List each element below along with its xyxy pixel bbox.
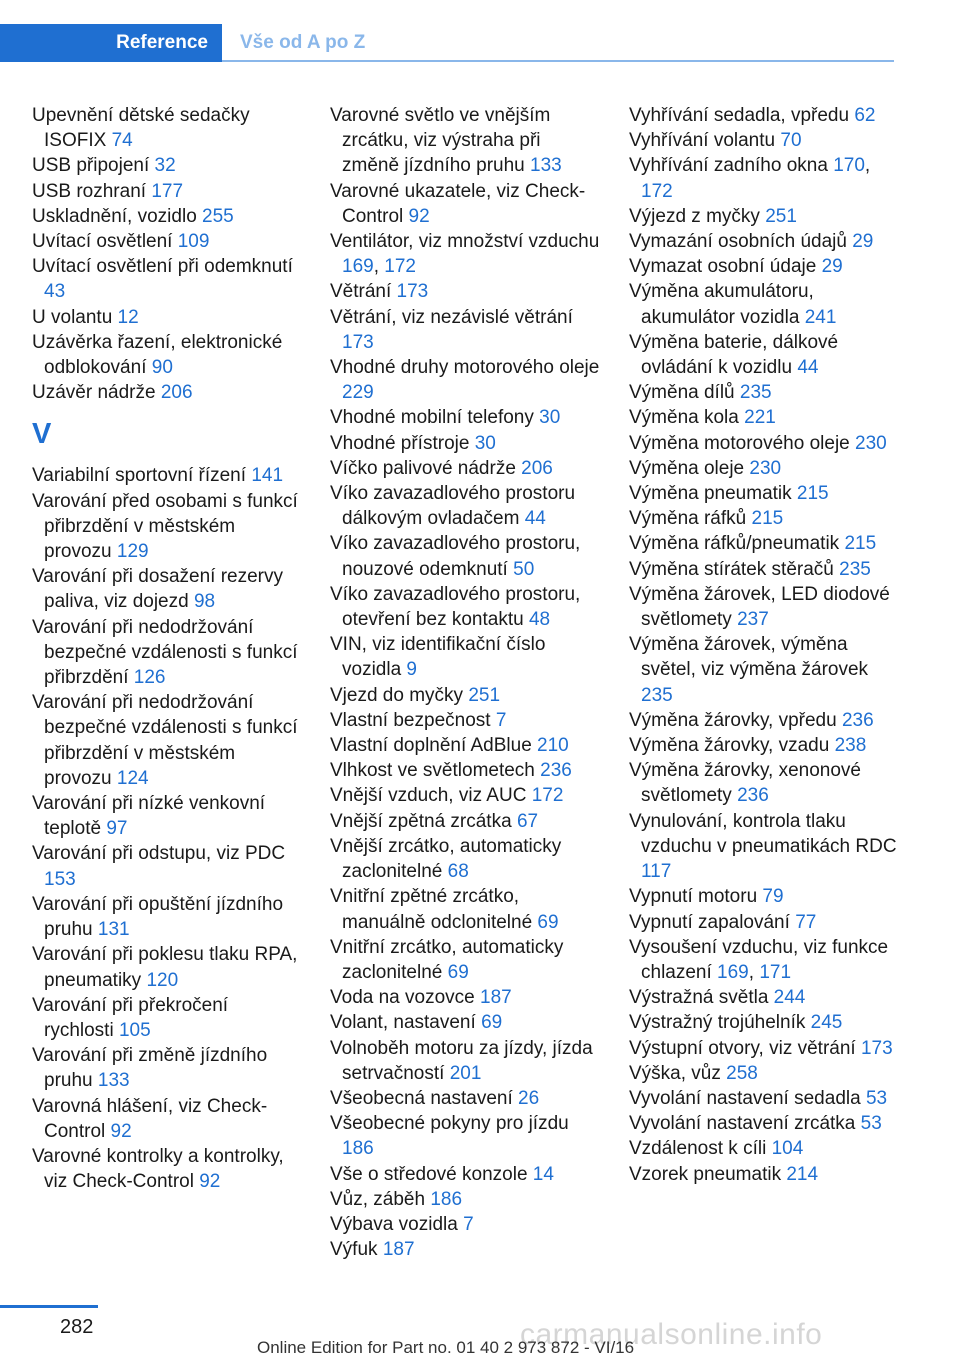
page-reference-link[interactable]: 230	[749, 457, 782, 479]
page-number: 282	[60, 1316, 94, 1338]
index-term: Vyvolání nastavení zrcátka	[629, 1113, 861, 1135]
page-reference-link[interactable]: 97	[106, 818, 128, 840]
index-entry	[629, 733, 899, 758]
page-reference-link[interactable]: 251	[765, 205, 797, 227]
page-reference-link[interactable]: 68	[447, 861, 469, 883]
index-entry	[629, 1061, 899, 1086]
index-entry	[330, 1010, 600, 1035]
index-term: Varování při změně jízdního pruhu	[32, 1045, 268, 1092]
page-reference-link[interactable]: 245	[810, 1012, 843, 1034]
page-reference-link[interactable]: 44	[524, 508, 546, 530]
index-term: Vnější vzduch, viz AUC	[330, 785, 532, 807]
page-reference-link[interactable]: 69	[447, 961, 469, 983]
index-term: Výfuk	[330, 1239, 383, 1261]
index-term: Volant, nastavení	[330, 1012, 482, 1034]
index-term: Vnější zrcátko, automaticky zaclonitelné	[330, 835, 562, 883]
page-reference-link[interactable]: 235	[739, 382, 772, 404]
page-reference-link[interactable]: 141	[251, 465, 284, 487]
page-reference-link[interactable]: 92	[199, 1171, 221, 1193]
page-reference-link[interactable]: 44	[797, 357, 819, 379]
page-reference-link[interactable]: 109	[177, 231, 210, 253]
page-reference-link[interactable]: 172	[384, 256, 416, 278]
page-reference-link[interactable]: 53	[860, 1113, 882, 1135]
index-entry	[629, 405, 899, 430]
index-term: Varování při nedodržování bezpečné vzdálenosti s funkcí přibrzdění v městském provozu	[32, 692, 298, 789]
page-reference-link[interactable]: 29	[852, 231, 874, 253]
page-reference-link[interactable]: 98	[193, 591, 216, 613]
index-term: Výměna akumulátoru, akumulátor vozidla	[629, 281, 814, 328]
index-term: Výměna oleje	[629, 457, 750, 479]
index-term: Výstražná světla	[629, 987, 774, 1009]
index-entry	[330, 758, 600, 783]
index-term: Výjezd z myčky	[629, 205, 766, 227]
index-entry	[330, 632, 600, 682]
index-entry	[629, 557, 899, 582]
index-column-1	[32, 103, 302, 1194]
index-entry	[330, 834, 600, 884]
index-term: Vyvolání nastavení sedadla	[629, 1087, 866, 1109]
page-reference-link[interactable]: 92	[408, 205, 430, 227]
index-entry	[32, 153, 302, 178]
index-term: Vypnutí zapalování	[629, 911, 796, 933]
index-entry	[629, 128, 899, 153]
page-reference-link[interactable]: 105	[118, 1019, 151, 1041]
index-term: Varovné kontrolky a kontrolky, viz Check-Control	[32, 1145, 284, 1193]
page-reference-link[interactable]: 172	[641, 180, 673, 202]
index-entry	[629, 985, 899, 1010]
index-entry	[330, 935, 600, 985]
page-reference-link[interactable]: 230	[855, 432, 887, 454]
index-term: Vymazání osobních údajů	[629, 231, 853, 253]
index-entry	[629, 380, 899, 405]
index-term: USB připojení	[32, 155, 155, 177]
page-reference-link[interactable]: 126	[133, 667, 166, 689]
index-term: Uzávěrka řazení, elektronické odblokování	[32, 331, 283, 379]
index-term: Výměna žárovky, vpředu	[629, 709, 842, 731]
index-term: Vnější zpětná zrcátka	[330, 810, 517, 832]
index-entry	[629, 884, 899, 909]
page-reference-link[interactable]: 215	[796, 483, 829, 505]
index-entry	[629, 431, 899, 456]
index-entry	[330, 229, 600, 279]
tab-reference[interactable]	[0, 24, 222, 62]
index-term: Vlhkost ve světlometech	[330, 760, 541, 782]
page-reference-link[interactable]: 77	[795, 911, 817, 933]
page-reference-link[interactable]: 129	[116, 541, 149, 563]
index-term: Víko zavazadlového prostoru dálkovým ovladačem	[330, 483, 576, 530]
index-term: Uzávěr nádrže	[32, 382, 161, 404]
section-letter: V	[32, 418, 52, 451]
page-reference-link[interactable]: 235	[641, 684, 673, 706]
index-term: Vše o středové konzole	[330, 1163, 533, 1185]
index-entry	[629, 708, 899, 733]
page-reference-link[interactable]: 67	[516, 810, 539, 832]
index-entry	[32, 463, 302, 488]
index-term: Vzorek pneumatik	[629, 1163, 787, 1185]
page-reference-link[interactable]: 258	[726, 1062, 758, 1084]
page-reference-link[interactable]: 92	[110, 1120, 132, 1142]
index-term: Vynulování, kontrola tlaku vzduchu v pneumatikách RDC	[629, 810, 897, 857]
page-reference-link[interactable]: 124	[116, 767, 149, 789]
index-term: Víčko palivové nádrže	[330, 457, 522, 479]
page-reference-link[interactable]: 215	[844, 533, 877, 555]
index-column-3	[629, 103, 899, 1187]
index-entry	[330, 809, 600, 834]
tab-a-to-z[interactable]	[222, 24, 365, 62]
page-reference-link[interactable]: 172	[531, 785, 564, 807]
index-term: Vyhřívání zadního okna	[629, 155, 834, 177]
index-entry	[32, 841, 302, 891]
index-term: Varovné světlo ve vnějším zrcátku, viz výstraha při změně jízdního pruhu	[330, 105, 551, 177]
index-entry	[330, 456, 600, 481]
index-term: Výměna žárovek, LED diodové světlomety	[629, 583, 890, 631]
index-term: Výbava vozidla	[330, 1213, 464, 1235]
page-reference-link[interactable]: 173	[342, 331, 374, 353]
index-entry	[330, 1212, 600, 1237]
index-term: Uskladnění, vozidlo	[32, 205, 203, 227]
index-term: Variabilní sportovní řízení	[32, 465, 252, 487]
index-term: Vhodné přístroje	[330, 432, 475, 454]
page-reference-link[interactable]: 221	[744, 407, 776, 429]
index-term: Varování při překročení rychlosti	[32, 994, 229, 1041]
index-term: Větrání, viz nezávislé větrání	[330, 306, 573, 328]
index-entry	[32, 615, 302, 691]
page-reference-link[interactable]: 7	[495, 709, 507, 731]
page-reference-link[interactable]: 236	[841, 709, 874, 731]
page-reference-link[interactable]: 235	[839, 558, 871, 580]
index-term: Varovná hlášení, viz Check-Control	[32, 1095, 268, 1142]
page-reference-link[interactable]: 255	[202, 205, 234, 227]
index-term: Varování při poklesu tlaku RPA, pneumatiky	[32, 944, 298, 991]
index-entry	[330, 279, 600, 304]
index-entry	[629, 1111, 899, 1136]
index-entry	[32, 179, 302, 204]
page-reference-link[interactable]: 169	[342, 256, 374, 278]
index-entry	[330, 1237, 600, 1262]
index-entry	[629, 456, 899, 481]
index-entry	[330, 683, 600, 708]
index-term: Vjezd do myčky	[330, 684, 469, 706]
index-entry	[330, 481, 600, 531]
page-reference-link[interactable]: 173	[860, 1037, 893, 1059]
index-entry	[629, 935, 899, 985]
index-term: Výměna žárovek, výměna světel, viz výměna žárovek	[629, 634, 869, 681]
index-term: Víko zavazadlového prostoru, otevření bez kontaktu	[330, 583, 581, 631]
page-reference-link[interactable]: 186	[342, 1138, 374, 1160]
index-entry	[330, 103, 600, 179]
page-reference-link[interactable]: 69	[537, 911, 559, 933]
index-term: Výměna pneumatik	[629, 483, 797, 505]
page-reference-link[interactable]: 201	[449, 1062, 482, 1084]
index-term: Výška, vůz	[629, 1062, 727, 1084]
index-term: Všeobecné pokyny pro jízdu	[330, 1113, 569, 1135]
index-entry	[629, 1136, 899, 1161]
page-reference-link[interactable]: 133	[530, 155, 562, 177]
page-reference-link[interactable]: 29	[821, 256, 843, 278]
page-reference-link[interactable]: 12	[117, 306, 139, 328]
index-term: Vnitřní zrcátko, automaticky zaclonitelné	[330, 936, 564, 983]
index-entry	[330, 985, 600, 1010]
footer-rule	[0, 1305, 98, 1308]
page-reference-link[interactable]: 74	[111, 130, 133, 152]
index-entry	[629, 103, 899, 128]
index-term: VIN, viz identifikační číslo vozidla	[330, 634, 546, 681]
page-reference-link[interactable]: 171	[759, 961, 792, 983]
page-reference-link[interactable]: 117	[641, 861, 672, 883]
index-entry	[629, 1162, 899, 1187]
index-column-2	[330, 103, 600, 1262]
page-reference-link[interactable]: 53	[865, 1087, 888, 1109]
index-term: Varování při nízké venkovní teplotě	[32, 793, 266, 840]
index-entry	[32, 942, 302, 992]
page-reference-link[interactable]: 173	[396, 281, 429, 303]
page-reference-link[interactable]: 214	[786, 1163, 819, 1185]
index-entry	[330, 708, 600, 733]
index-entry	[32, 993, 302, 1043]
index-entry	[629, 330, 899, 380]
page-reference-link[interactable]: 133	[97, 1070, 130, 1092]
index-entry	[330, 1036, 600, 1086]
index-term: Varování při nedodržování bezpečné vzdálenosti s funkcí přibrzdění	[32, 616, 298, 689]
edition-note: Online Edition for Part no. 01 40 2 973 872 - VI/16	[257, 1338, 635, 1357]
index-term: Všeobecná nastavení	[330, 1087, 519, 1109]
index-entry	[629, 1036, 899, 1061]
page-reference-link[interactable]: 244	[773, 987, 806, 1009]
page-reference-link[interactable]: 187	[382, 1239, 415, 1261]
ref-separator: ,	[864, 155, 871, 177]
page-reference-link[interactable]: 210	[537, 735, 569, 757]
page-reference-link[interactable]: 14	[532, 1163, 554, 1185]
page-reference-link[interactable]: 236	[737, 785, 769, 807]
index-entry	[629, 153, 899, 203]
index-term: Varovné ukazatele, viz Check-Control	[330, 180, 586, 227]
page-reference-link[interactable]: 30	[474, 432, 496, 454]
index-entry	[32, 254, 302, 304]
page-reference-link[interactable]: 62	[854, 105, 876, 126]
page-reference-link[interactable]: 104	[771, 1138, 804, 1160]
index-entry	[330, 531, 600, 581]
page-reference-link[interactable]: 206	[521, 457, 553, 479]
index-entry	[330, 405, 600, 430]
index-entry	[32, 204, 302, 229]
page-reference-link[interactable]: 26	[518, 1087, 540, 1109]
index-term: Vzdálenost k cíli	[629, 1138, 772, 1160]
index-entry	[629, 229, 899, 254]
page-reference-link[interactable]: 169	[717, 961, 749, 983]
section-tabs	[0, 24, 365, 62]
index-term: Varování při odstupu, viz PDC	[32, 843, 286, 865]
index-entry	[32, 229, 302, 254]
index-term: Vlastní doplnění AdBlue	[330, 735, 538, 757]
index-entry	[330, 305, 600, 355]
index-entry	[629, 582, 899, 632]
index-entry	[32, 380, 302, 405]
page-reference-link[interactable]: 48	[528, 609, 551, 631]
index-entry	[32, 489, 302, 565]
watermark: carmanualsonline.info	[520, 1318, 823, 1351]
ref-separator: ,	[748, 961, 760, 983]
index-entry	[629, 254, 899, 279]
page-reference-link[interactable]: 251	[468, 684, 501, 706]
index-term: Ventilátor, viz množství vzduchu	[330, 231, 600, 253]
page-reference-link[interactable]: 170	[833, 155, 865, 177]
index-term: Uvítací osvětlení	[32, 231, 178, 253]
index-term: Vyhřívání sedadla, vpředu	[629, 105, 855, 126]
index-entry	[629, 481, 899, 506]
index-term: Víko zavazadlového prostoru, nouzové odemknutí	[330, 533, 581, 580]
index-entry	[330, 355, 600, 405]
index-entry	[629, 758, 899, 808]
index-entry	[32, 1094, 302, 1144]
index-entry	[330, 1187, 600, 1212]
index-term: Vnitřní zpětné zrcátko, manuálně odclonitelné	[330, 886, 538, 933]
page-reference-link[interactable]: 206	[160, 382, 193, 404]
index-term: Vhodné mobilní telefony	[330, 407, 540, 429]
index-entry	[32, 690, 302, 791]
index-term: Výměna stírátek stěračů	[629, 558, 840, 580]
index-entry	[330, 783, 600, 808]
index-term: Vlastní bezpečnost	[330, 709, 496, 731]
index-entry	[32, 103, 302, 153]
ref-separator: ,	[373, 256, 385, 278]
index-term: Výměna žárovky, xenonové světlomety	[629, 760, 861, 807]
page-reference-link[interactable]: 238	[834, 735, 867, 757]
page-reference-link[interactable]: 241	[804, 306, 837, 328]
index-term: Vůz, záběh	[330, 1188, 431, 1210]
index-entry	[629, 531, 899, 556]
index-entry	[330, 1162, 600, 1187]
index-entry	[32, 564, 302, 614]
index-term: Vymazat osobní údaje	[629, 256, 822, 278]
index-term: Výstražný trojúhelník	[629, 1012, 811, 1034]
page-reference-link[interactable]: 7	[463, 1213, 474, 1235]
page-reference-link[interactable]: 229	[342, 382, 374, 404]
page-reference-link[interactable]: 32	[154, 155, 176, 177]
page-reference-link[interactable]: 237	[737, 609, 769, 631]
index-entry	[629, 809, 899, 885]
index-entry	[629, 1086, 899, 1111]
index-entry	[32, 330, 302, 380]
page-reference-link[interactable]: 30	[539, 407, 561, 429]
page-reference-link[interactable]: 69	[481, 1012, 503, 1034]
index-entry	[629, 1010, 899, 1035]
tab-reference-label: Reference	[116, 32, 208, 53]
index-term: Vypnutí motoru	[629, 886, 763, 908]
index-term: Varování před osobami s funkcí přibrzdění v městském provozu	[32, 490, 298, 563]
index-entry	[629, 632, 899, 708]
index-term: Vysoušení vzduchu, viz funkce chlazení	[629, 936, 889, 983]
page-reference-link[interactable]: 236	[540, 760, 572, 782]
index-term: Výměna ráfků	[629, 508, 752, 530]
header-rule	[222, 60, 894, 62]
index-entry	[330, 733, 600, 758]
page-reference-link[interactable]: 187	[480, 987, 512, 1009]
index-entry	[32, 892, 302, 942]
index-entry	[330, 582, 600, 632]
index-term: USB rozhraní	[32, 180, 152, 202]
index-term: Varování při opuštění jízdního pruhu	[32, 893, 284, 941]
index-entry	[629, 910, 899, 935]
index-entry	[330, 1111, 600, 1161]
page-reference-link[interactable]: 43	[44, 281, 66, 303]
index-term: Volnoběh motoru za jízdy, jízda setrvačností	[330, 1037, 593, 1084]
index-entry	[330, 179, 600, 229]
index-term: Uvítací osvětlení při odemknutí	[32, 256, 293, 278]
page-reference-link[interactable]: 177	[151, 180, 184, 202]
index-entry	[330, 884, 600, 934]
tab-a-to-z-label: Vše od A po Z	[240, 32, 366, 53]
page-reference-link[interactable]: 153	[44, 868, 76, 890]
page-reference-link[interactable]: 79	[762, 886, 784, 908]
index-entry	[330, 431, 600, 456]
index-entry	[629, 204, 899, 229]
page-reference-link[interactable]: 120	[146, 969, 179, 991]
page-reference-link[interactable]: 215	[751, 508, 784, 530]
page-reference-link[interactable]: 70	[780, 130, 802, 152]
page-reference-link[interactable]: 186	[430, 1188, 463, 1210]
index-term: Výměna motorového oleje	[629, 432, 856, 454]
page-reference-link[interactable]: 50	[513, 558, 535, 580]
index-term: Větrání	[330, 281, 397, 303]
index-entry	[32, 1043, 302, 1093]
index-term: Výměna dílů	[629, 382, 740, 404]
index-term: Výstupní otvory, viz větrání	[629, 1037, 861, 1059]
index-term: Upevnění dětské sedačky ISOFIX	[32, 105, 250, 152]
index-entry	[32, 791, 302, 841]
index-term: Výměna baterie, dálkové ovládání k vozidlu	[629, 331, 839, 379]
index-entry	[32, 305, 302, 330]
index-term: Výměna žárovky, vzadu	[629, 735, 835, 757]
index-entry	[629, 506, 899, 531]
page-reference-link[interactable]: 9	[406, 659, 417, 681]
index-entry	[32, 1144, 302, 1194]
index-term: Voda na vozovce	[330, 987, 480, 1009]
index-term: Varování při dosažení rezervy paliva, viz dojezd	[32, 566, 283, 613]
index-term: Vyhřívání volantu	[629, 130, 781, 152]
index-entry	[629, 279, 899, 329]
index-term: Výměna kola	[629, 407, 745, 429]
index-term: Výměna ráfků/pneumatik	[629, 533, 845, 555]
page-reference-link[interactable]: 90	[151, 357, 173, 379]
index-entry	[330, 1086, 600, 1111]
page-reference-link[interactable]: 131	[97, 919, 130, 941]
index-term: Vhodné druhy motorového oleje	[330, 357, 600, 379]
index-term: U volantu	[32, 306, 118, 328]
